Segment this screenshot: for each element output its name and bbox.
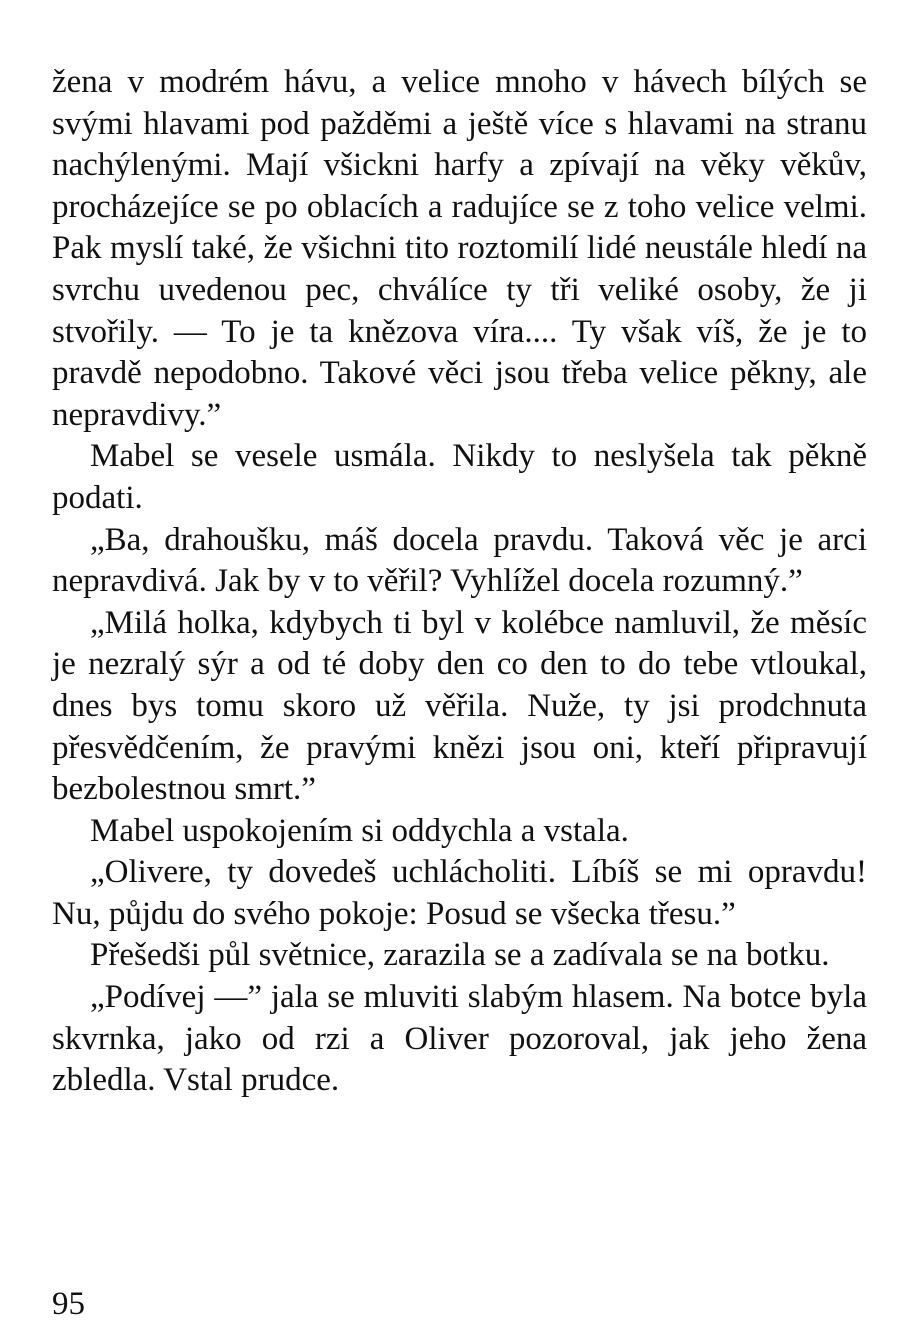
paragraph-5: Mabel uspokojením si oddychla a vstala.: [90, 812, 629, 849]
paragraph-7: Přešedši půl světnice, zarazila se a zadívala se na botku.: [90, 937, 830, 974]
paragraph-1: žena v modrém hávu, a velice mnoho v hávech bílých se svými hlavami pod pažděmi a ještě více s hlavami na stranu nachýlenými. Mají všickni harfy a zpívají na věky věkův, procházejíce se po oblacích a radujíce se z toho velice velmi. Pak myslí také, že všichni tito roztomilí lidé neustále hledí na svrchu uvedenou pec, chválíce ty tři veliké osoby, že ji stvořily. — To je ta knězova víra.... Ty však víš, že je to pravdě nepodobno. Takové věci jsou třeba velice pěkny, ale nepravdivy.”: [52, 64, 867, 433]
page-text: [52, 62, 867, 1102]
page-number: 95: [52, 1286, 85, 1322]
paragraph-3: „Ba, drahoušku, máš docela pravdu. Taková věc je arci nepravdivá. Jak by v to věřil? Vyhlížel docela rozumný.”: [52, 521, 867, 600]
paragraph-4: „Milá holka, kdybych ti byl v kolébce namluvil, že měsíc je nezralý sýr a od té doby den co den to do tebe vtloukal, dnes bys tomu skoro už věřila. Nuže, ty jsi prodchnuta přesvědčením, že pravými knězi jsou oni, kteří připravují bezbolestnou smrt.”: [52, 604, 867, 808]
paragraph-2: Mabel se vesele usmála. Nikdy to neslyšela tak pěkně podati.: [52, 438, 867, 516]
paragraph-8: „Podívej —” jala se mluviti slabým hlasem. Na botce byla skvrnka, jako od rzi a Oliver pozoroval, jak jeho žena zbledla. Vstal prudce.: [52, 979, 867, 1099]
paragraph-6: „Olivere, ty dovedeš uchlácholiti. Líbíš se mi opravdu! Nu, půjdu do svého pokoje: Posud se všecka třesu.”: [52, 854, 867, 932]
